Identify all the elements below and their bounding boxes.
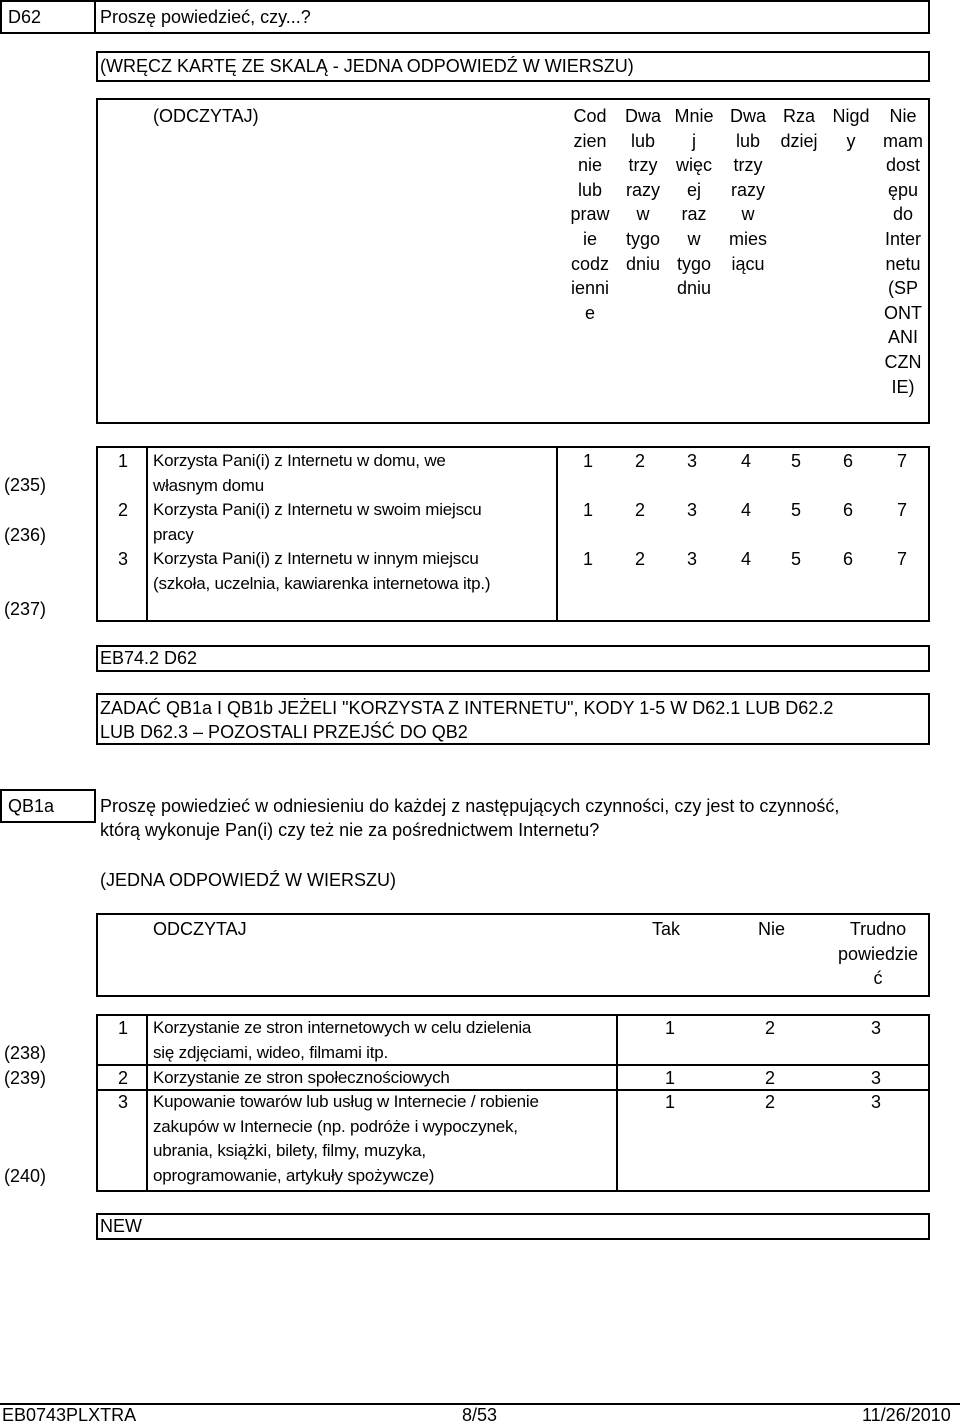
d62-row-label: Korzysta Pani(i) z Internetu w swoim miejscu — [153, 500, 482, 519]
eb-ref-box — [96, 645, 930, 672]
d62-scale-option[interactable]: 6 — [842, 549, 853, 569]
qb1a-instruction: (JEDNA ODPOWIEDŹ W WIERSZU) — [100, 870, 396, 890]
d62-scale-option[interactable]: 5 — [790, 549, 801, 569]
qb1a-row-label-cont: ubrania, książki, bilety, filmy, muzyka, — [153, 1141, 426, 1160]
qb1a-row-code-238: (238) — [4, 1043, 47, 1063]
qb1a-row-code-240: (240) — [4, 1166, 47, 1186]
d62-scale-option[interactable]: 7 — [896, 500, 907, 520]
d62-scale-divider — [556, 446, 558, 622]
qb1a-scale-option[interactable]: 2 — [764, 1092, 775, 1112]
d62-row-code-237: (237) — [4, 599, 47, 619]
d62-scale-option[interactable]: 3 — [686, 549, 697, 569]
qb1a-row-code-239: (239) — [4, 1068, 47, 1088]
d62-row-number: 1 — [117, 451, 128, 471]
d62-scale-option[interactable]: 4 — [740, 451, 751, 471]
col-monthly-2-3: Dwa lub trzy razy w mies iącu — [728, 106, 767, 274]
eb-ref: EB74.2 D62 — [100, 648, 198, 668]
new-box — [96, 1213, 930, 1240]
d62-read-label: (ODCZYTAJ) — [153, 106, 259, 126]
qb1a-question-line-1: Proszę powiedzieć w odniesieniu do każdej z następujących czynności, czy jest to czynność, — [100, 796, 840, 816]
d62-row-code-236: (236) — [4, 525, 47, 545]
qb1a-col-yes: Tak — [652, 919, 681, 939]
qb1a-row-label: Korzystanie ze stron internetowych w celu dzielenia — [153, 1018, 532, 1037]
d62-row-label-cont: pracy — [153, 525, 194, 544]
d62-scale-option[interactable]: 6 — [842, 451, 853, 471]
d62-scale-option[interactable]: 5 — [790, 500, 801, 520]
d62-scale-option[interactable]: 3 — [686, 500, 697, 520]
d62-question: Proszę powiedzieć, czy...? — [100, 7, 311, 27]
d62-row-number: 2 — [117, 500, 128, 520]
new-label: NEW — [100, 1216, 142, 1236]
qb1a-row-label-cont: oprogramowanie, artykuły spożywcze) — [153, 1166, 435, 1185]
d62-scale-option[interactable]: 6 — [842, 500, 853, 520]
footer-left: EB0743PLXTRA — [2, 1405, 137, 1425]
d62-row-label-cont: własnym domu — [153, 476, 264, 495]
qb1a-scale-option[interactable]: 1 — [664, 1092, 675, 1112]
qb1a-read-label: ODCZYTAJ — [153, 919, 247, 939]
d62-row-label: Korzysta Pani(i) z Internetu w domu, we — [153, 451, 446, 470]
qb1a-scale-option[interactable]: 3 — [870, 1068, 881, 1088]
d62-scale-option[interactable]: 4 — [740, 500, 751, 520]
qb1a-row-number: 2 — [117, 1068, 128, 1088]
filter-line-2: LUB D62.3 – POZOSTALI PRZEJŚĆ DO QB2 — [100, 722, 468, 742]
col-less-often: Rza dziej — [780, 106, 818, 151]
d62-row-number: 3 — [117, 549, 128, 569]
d62-scale-option[interactable]: 2 — [634, 451, 645, 471]
d62-scale-option[interactable]: 7 — [896, 451, 907, 471]
d62-code: D62 — [8, 7, 42, 27]
qb1a-col-no: Nie — [758, 919, 786, 939]
qb1a-number-divider — [146, 1014, 148, 1192]
d62-scale-option[interactable]: 3 — [686, 451, 697, 471]
col-weekly-2-3: Dwa lub trzy razy w tygo dniu — [624, 106, 661, 274]
col-weekly-1: Mnie j więc ej raz w tygo dniu — [674, 106, 714, 299]
qb1a-scale-option[interactable]: 3 — [870, 1018, 881, 1038]
d62-row-label-cont: (szkoła, uczelnia, kawiarenka internetowa itp.) — [153, 574, 491, 593]
d62-number-divider — [146, 446, 148, 622]
qb1a-scale-option[interactable]: 2 — [764, 1018, 775, 1038]
d62-row-code-235: (235) — [4, 475, 47, 495]
d62-scale-option[interactable]: 5 — [790, 451, 801, 471]
d62-scale-option[interactable]: 2 — [634, 500, 645, 520]
d62-scale-option[interactable]: 1 — [582, 451, 593, 471]
qb1a-row-number: 3 — [117, 1092, 128, 1112]
qb1a-scale-option[interactable]: 1 — [664, 1068, 675, 1088]
filter-line-1: ZADAĆ QB1a I QB1b JEŻELI "KORZYSTA Z INTERNETU", KODY 1-5 W D62.1 LUB D62.2 — [100, 698, 834, 718]
footer-date: 11/26/2010 — [862, 1405, 951, 1425]
qb1a-row-label: Kupowanie towarów lub usług w Internecie / robienie — [153, 1092, 539, 1111]
qb1a-scale-divider — [616, 1014, 618, 1192]
qb1a-row-number: 1 — [117, 1018, 128, 1038]
qb1a-scale-option[interactable]: 3 — [870, 1092, 881, 1112]
d62-scale-option[interactable]: 1 — [582, 500, 593, 520]
qb1a-row-label-cont: się zdjęciami, wideo, filmami itp. — [153, 1043, 389, 1062]
col-no-access: Nie mam dost ępu do Inter netu (SP ONT ANI CZN IE) — [883, 106, 923, 397]
d62-instruction: (WRĘCZ KARTĘ ZE SKALĄ - JEDNA ODPOWIEDŹ W WIERSZU) — [100, 56, 634, 76]
d62-row-label: Korzysta Pani(i) z Internetu w innym miejscu — [153, 549, 479, 568]
qb1a-col-hard: Trudno powiedzie ć — [837, 919, 919, 988]
qb1a-row-label-cont: zakupów w Internecie (np. podróże i wypoczynek, — [153, 1117, 518, 1136]
col-daily: Cod zien nie lub praw ie codz ienni e — [570, 106, 610, 323]
qb1a-scale-option[interactable]: 2 — [764, 1068, 775, 1088]
d62-scale-option[interactable]: 1 — [582, 549, 593, 569]
qb1a-scale-option[interactable]: 1 — [664, 1018, 675, 1038]
footer-page: 8/53 — [462, 1405, 498, 1425]
qb1a-row-label: Korzystanie ze stron społecznościowych — [153, 1068, 450, 1087]
d62-scale-option[interactable]: 2 — [634, 549, 645, 569]
qb1a-code: QB1a — [8, 796, 55, 816]
col-never: Nigd y — [832, 106, 870, 151]
d62-scale-option[interactable]: 7 — [896, 549, 907, 569]
d62-scale-option[interactable]: 4 — [740, 549, 751, 569]
qb1a-question-line-2: którą wykonuje Pan(i) czy też nie za pośrednictwem Internetu? — [100, 820, 600, 840]
